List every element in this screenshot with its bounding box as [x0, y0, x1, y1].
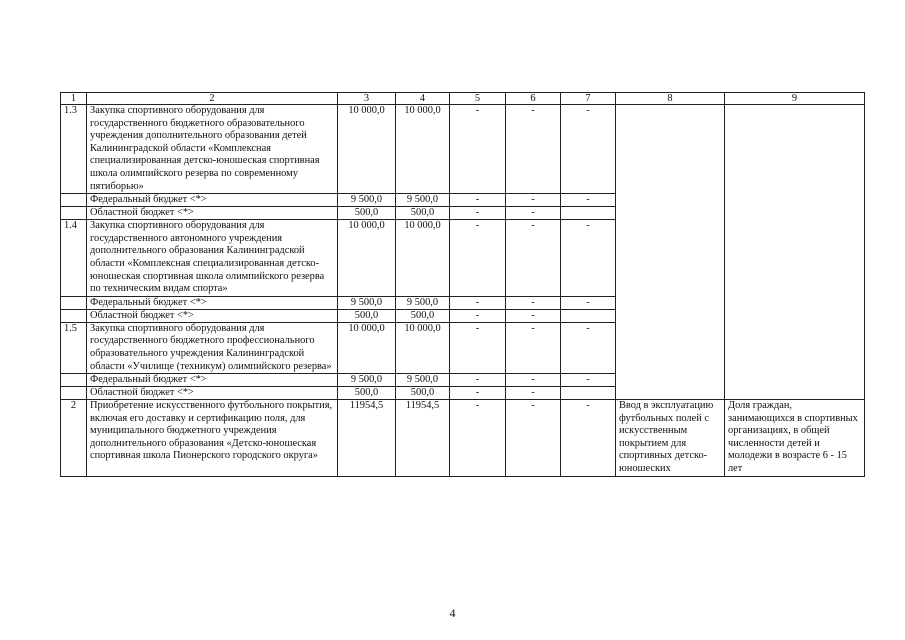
item-number	[61, 296, 87, 309]
cell-col4: 9 500,0	[396, 194, 450, 207]
header-cell: 6	[506, 93, 561, 105]
table-row	[61, 105, 865, 194]
budget-label: Областной бюджет <*>	[87, 207, 338, 220]
cell-col9-empty	[725, 105, 865, 400]
cell-col3: 500,0	[338, 207, 396, 220]
cell-col4: 10 000,0	[396, 220, 450, 297]
cell-col6: -	[506, 105, 561, 194]
cell-col7: -	[561, 400, 616, 477]
cell-col3: 9 500,0	[338, 374, 396, 387]
cell-col6: -	[506, 374, 561, 387]
cell-col3: 10 000,0	[338, 105, 396, 194]
cell-col3: 500,0	[338, 387, 396, 400]
item-number: 1.5	[61, 322, 87, 373]
cell-col3: 9 500,0	[338, 194, 396, 207]
cell-col4: 500,0	[396, 309, 450, 322]
item-description: Закупка спортивного оборудования для государственного бюджетного образовательного учреждения дополнительного образования детей Калининградской области «Комплексная специализированная детско-юношеская спортивная школа олимпийского резерва по современному пятиборью»	[87, 105, 338, 194]
budget-label: Федеральный бюджет <*>	[87, 296, 338, 309]
cell-col6: -	[506, 400, 561, 477]
cell-col4: 9 500,0	[396, 374, 450, 387]
item-number	[61, 387, 87, 400]
cell-col7: -	[561, 194, 616, 207]
header-cell: 2	[87, 93, 338, 105]
item-description: Приобретение искусственного футбольного покрытия, включая его доставку и сертификацию поля, для муниципального бюджетного учреждения дополнительного образования «Детско-юношеская спортивная школа Пионерского городского округа»	[87, 400, 338, 477]
cell-col4: 9 500,0	[396, 296, 450, 309]
cell-col4: 500,0	[396, 207, 450, 220]
table-row	[61, 400, 865, 477]
cell-col5: -	[450, 194, 506, 207]
cell-col7	[561, 387, 616, 400]
item-number: 1.3	[61, 105, 87, 194]
cell-col6: -	[506, 322, 561, 373]
cell-col7: -	[561, 374, 616, 387]
cell-col3: 500,0	[338, 309, 396, 322]
cell-col6: -	[506, 309, 561, 322]
cell-col7: -	[561, 220, 616, 297]
cell-col6: -	[506, 387, 561, 400]
cell-col4: 500,0	[396, 387, 450, 400]
item-description: Закупка спортивного оборудования для государственного бюджетного профессионального образовательного учреждения Калининградской области «Училище (техникум) олимпийского резерва»	[87, 322, 338, 373]
cell-col5: -	[450, 400, 506, 477]
item-description: Закупка спортивного оборудования для государственного автономного учреждения дополнительного образования Калининградской области «Комплексная специализированная детско-юношеская спортивная школа олимпийского резерва по техническим видам спорта»	[87, 220, 338, 297]
cell-col3: 10 000,0	[338, 322, 396, 373]
cell-col5: -	[450, 387, 506, 400]
header-cell: 1	[61, 93, 87, 105]
header-cell: 4	[396, 93, 450, 105]
cell-col5: -	[450, 220, 506, 297]
header-row	[61, 93, 865, 105]
cell-col3: 10 000,0	[338, 220, 396, 297]
cell-col4: 11954,5	[396, 400, 450, 477]
cell-col3: 9 500,0	[338, 296, 396, 309]
budget-label: Областной бюджет <*>	[87, 309, 338, 322]
cell-col5: -	[450, 322, 506, 373]
result-indicator-cell: Доля граждан, занимающихся в спортивных организациях, в общей численности детей и молодежи в возрасте 6 - 15 лет	[725, 400, 865, 477]
cell-col3: 11954,5	[338, 400, 396, 477]
cell-col7: -	[561, 296, 616, 309]
cell-col5: -	[450, 105, 506, 194]
cell-col7: -	[561, 322, 616, 373]
header-cell: 7	[561, 93, 616, 105]
program-table	[60, 92, 865, 477]
cell-col6: -	[506, 207, 561, 220]
budget-label: Областной бюджет <*>	[87, 387, 338, 400]
cell-col6: -	[506, 194, 561, 207]
page-number: 4	[449, 606, 456, 620]
header-cell: 9	[725, 93, 865, 105]
item-number	[61, 194, 87, 207]
cell-col4: 10 000,0	[396, 105, 450, 194]
cell-col5: -	[450, 207, 506, 220]
cell-col5: -	[450, 296, 506, 309]
header-cell: 5	[450, 93, 506, 105]
cell-col7	[561, 207, 616, 220]
budget-label: Федеральный бюджет <*>	[87, 194, 338, 207]
cell-col5: -	[450, 374, 506, 387]
cell-col4: 10 000,0	[396, 322, 450, 373]
target-indicator-cell: Ввод в эксплуатацию футбольных полей с искусственным покрытием для спортивных детско-юношеских	[616, 400, 725, 477]
cell-col5: -	[450, 309, 506, 322]
cell-col6: -	[506, 296, 561, 309]
item-number	[61, 374, 87, 387]
item-number: 1.4	[61, 220, 87, 297]
cell-col7	[561, 309, 616, 322]
cell-col6: -	[506, 220, 561, 297]
cell-col8-empty	[616, 105, 725, 400]
budget-label: Федеральный бюджет <*>	[87, 374, 338, 387]
header-cell: 8	[616, 93, 725, 105]
item-number	[61, 309, 87, 322]
cell-col7: -	[561, 105, 616, 194]
item-number	[61, 207, 87, 220]
header-cell: 3	[338, 93, 396, 105]
item-number: 2	[61, 400, 87, 477]
